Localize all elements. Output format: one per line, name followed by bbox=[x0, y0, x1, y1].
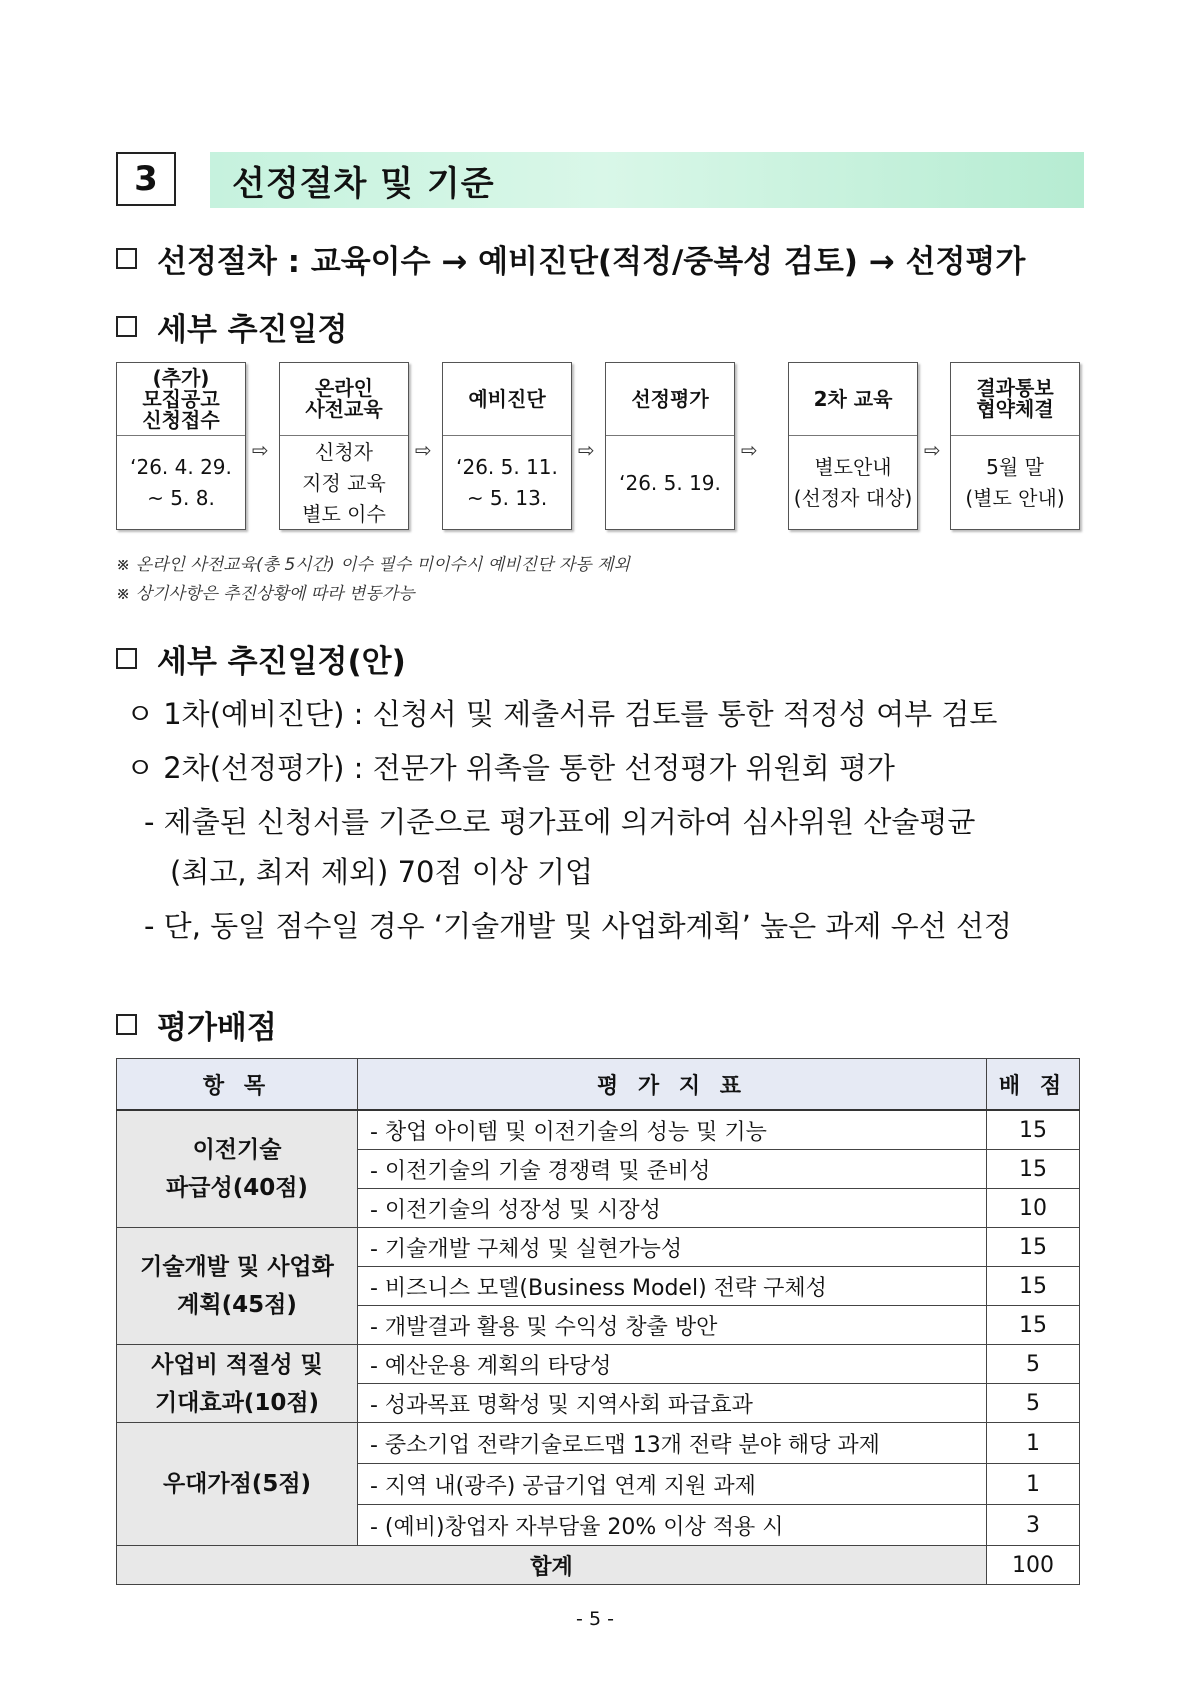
plan-line: ㅇ 1차(예비진단) : 신청서 및 제출서류 검토를 통한 적정성 여부 검토 bbox=[126, 697, 998, 731]
category-cell: 이전기술 파급성(40점) bbox=[117, 1110, 358, 1228]
checkbox-square-icon bbox=[116, 1014, 137, 1035]
schedule-step bbox=[950, 362, 1080, 530]
header-score: 배 점 bbox=[987, 1059, 1080, 1111]
table-row bbox=[117, 1228, 1080, 1267]
indicator-cell: - 개발결과 활용 및 수익성 창출 방안 bbox=[358, 1306, 987, 1345]
score-cell: 5 bbox=[987, 1345, 1080, 1384]
schedule-step bbox=[116, 362, 246, 530]
score-cell: 5 bbox=[987, 1384, 1080, 1423]
step-title: (추가) 모집공고 신청접수 bbox=[117, 363, 245, 436]
total-row bbox=[117, 1546, 1080, 1585]
category-cell: 우대가점(5점) bbox=[117, 1423, 358, 1546]
step-detail: ‘26. 4. 29. ~ 5. 8. bbox=[130, 455, 232, 510]
step-title: 2차 교육 bbox=[789, 363, 917, 436]
step-detail: 신청자 지정 교육 별도 이수 bbox=[302, 439, 386, 526]
score-cell: 1 bbox=[987, 1464, 1080, 1505]
step-detail: 별도안내 (선정자 대상) bbox=[793, 455, 913, 510]
indicator-cell: - 성과목표 명확성 및 지역사회 파급효과 bbox=[358, 1384, 987, 1423]
table-row bbox=[117, 1345, 1080, 1384]
score-cell: 15 bbox=[987, 1267, 1080, 1306]
procedure-text: 선정절차 : 교육이수 → 예비진단(적정/중복성 검토) → 선정평가 bbox=[157, 244, 1026, 280]
step-detail: 5월 말 (별도 안내) bbox=[965, 455, 1065, 510]
score-cell: 15 bbox=[987, 1110, 1080, 1150]
indicator-cell: - 지역 내(광주) 공급기업 연계 지원 과제 bbox=[358, 1464, 987, 1505]
plan-line: (최고, 최저 제외) 70점 이상 기업 bbox=[170, 855, 593, 889]
score-heading-text: 평가배점 bbox=[157, 1010, 277, 1046]
schedule-step bbox=[788, 362, 918, 530]
step-title: 결과통보 협약체결 bbox=[951, 363, 1079, 436]
score-table bbox=[116, 1058, 1080, 1585]
score-cell: 3 bbox=[987, 1505, 1080, 1546]
section-title: 선정절차 및 기준 bbox=[210, 152, 1084, 208]
category-cell: 사업비 적절성 및 기대효과(10점) bbox=[117, 1345, 358, 1423]
schedule-step bbox=[279, 362, 409, 530]
step-title: 예비진단 bbox=[443, 363, 571, 436]
schedule-note: ※ 온라인 사전교육(총 5시간) 이수 필수 미이수시 예비진단 자동 제외 bbox=[116, 555, 630, 575]
score-heading bbox=[116, 1002, 277, 1047]
indicator-cell: - 이전기술의 성장성 및 시장성 bbox=[358, 1189, 987, 1228]
indicator-cell: - 비즈니스 모델(Business Model) 전략 구체성 bbox=[358, 1267, 987, 1306]
section-header bbox=[116, 152, 1084, 208]
step-detail: ‘26. 5. 11. ~ 5. 13. bbox=[456, 455, 558, 510]
section-number: 3 bbox=[116, 152, 176, 206]
plan-line: ㅇ 2차(선정평가) : 전문가 위촉을 통한 선정평가 위원회 평가 bbox=[126, 751, 895, 785]
plan-heading-text: 세부 추진일정(안) bbox=[157, 644, 406, 680]
header-indicator: 평 가 지 표 bbox=[358, 1059, 987, 1111]
procedure-heading bbox=[116, 236, 1025, 281]
table-row bbox=[117, 1110, 1080, 1150]
schedule-heading-text: 세부 추진일정 bbox=[157, 312, 348, 348]
indicator-cell: - (예비)창업자 자부담율 20% 이상 적용 시 bbox=[358, 1505, 987, 1546]
checkbox-square-icon bbox=[116, 648, 137, 669]
indicator-cell: - 기술개발 구체성 및 실현가능성 bbox=[358, 1228, 987, 1267]
page-number: - 5 - bbox=[576, 1608, 614, 1630]
table-row bbox=[117, 1423, 1080, 1464]
schedule-note: ※ 상기사항은 추진상황에 따라 변동가능 bbox=[116, 584, 415, 604]
schedule-step bbox=[605, 362, 735, 530]
plan-heading bbox=[116, 636, 406, 681]
score-cell: 1 bbox=[987, 1423, 1080, 1464]
score-cell: 15 bbox=[987, 1228, 1080, 1267]
score-cell: 10 bbox=[987, 1189, 1080, 1228]
total-label: 합계 bbox=[117, 1546, 987, 1585]
step-detail: ‘26. 5. 19. bbox=[619, 470, 721, 495]
schedule-step bbox=[442, 362, 572, 530]
step-title: 선정평가 bbox=[606, 363, 734, 436]
arrow-right-icon: ⇨ bbox=[252, 438, 269, 462]
indicator-cell: - 이전기술의 기술 경쟁력 및 준비성 bbox=[358, 1150, 987, 1189]
plan-line: - 제출된 신청서를 기준으로 평가표에 의거하여 심사위원 산술평균 bbox=[144, 805, 976, 839]
indicator-cell: - 창업 아이템 및 이전기술의 성능 및 기능 bbox=[358, 1110, 987, 1150]
score-cell: 15 bbox=[987, 1150, 1080, 1189]
plan-line: - 단, 동일 점수일 경우 ‘기술개발 및 사업화계획’ 높은 과제 우선 선정 bbox=[144, 909, 1012, 943]
indicator-cell: - 예산운용 계획의 타당성 bbox=[358, 1345, 987, 1384]
table-header-row bbox=[117, 1059, 1080, 1111]
checkbox-square-icon bbox=[116, 316, 137, 337]
total-score: 100 bbox=[987, 1546, 1080, 1585]
schedule-heading bbox=[116, 304, 347, 349]
arrow-right-icon: ⇨ bbox=[578, 438, 595, 462]
indicator-cell: - 중소기업 전략기술로드맵 13개 전략 분야 해당 과제 bbox=[358, 1423, 987, 1464]
score-cell: 15 bbox=[987, 1306, 1080, 1345]
arrow-right-icon: ⇨ bbox=[415, 438, 432, 462]
header-category: 항 목 bbox=[117, 1059, 358, 1111]
checkbox-square-icon bbox=[116, 248, 137, 269]
arrow-right-icon: ⇨ bbox=[741, 438, 758, 462]
category-cell: 기술개발 및 사업화 계획(45점) bbox=[117, 1228, 358, 1345]
arrow-right-icon: ⇨ bbox=[924, 438, 941, 462]
schedule-flow bbox=[116, 362, 1080, 530]
step-title: 온라인 사전교육 bbox=[280, 363, 408, 436]
